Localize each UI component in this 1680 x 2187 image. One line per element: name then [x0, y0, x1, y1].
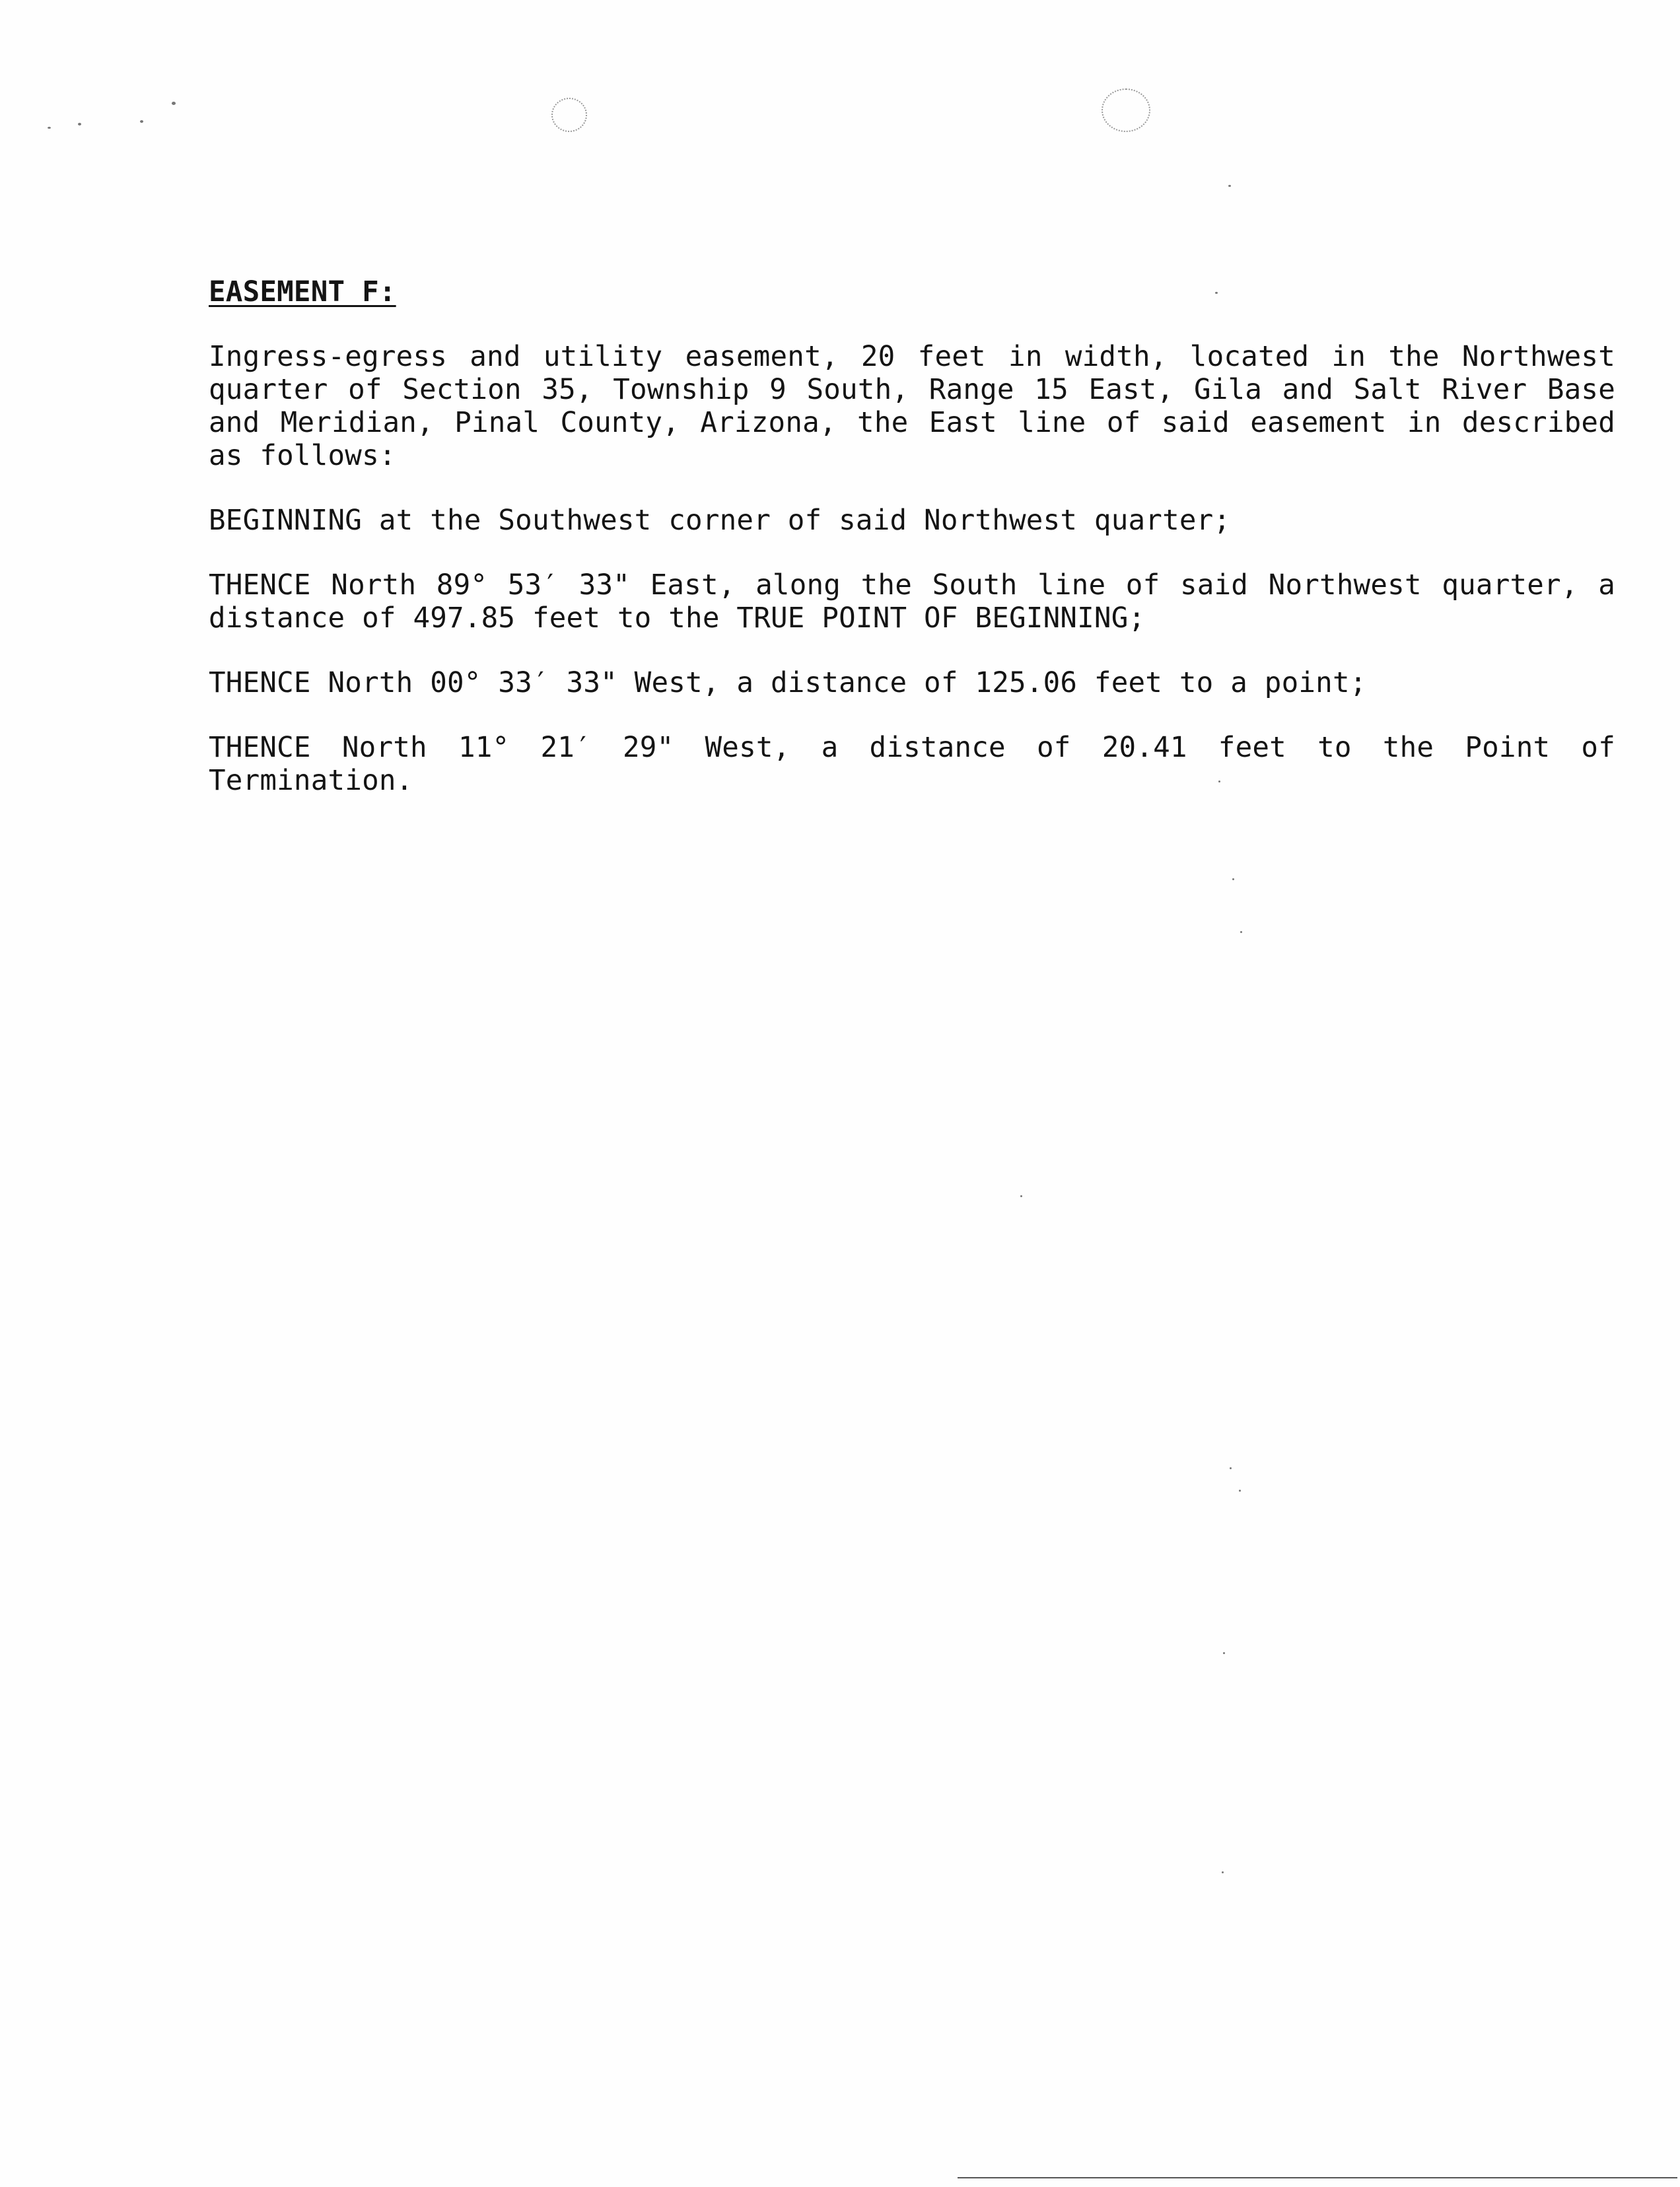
- course-clause: THENCE North 89° 53′ 33" East, along the South line of said Northwest quarter, a distance of 497.85 feet to the TRUE POINT OF BEGINNING;: [209, 569, 1615, 635]
- scan-speck: [1239, 1490, 1241, 1492]
- scan-speck: [1223, 1652, 1225, 1654]
- course-clause: THENCE North 00° 33′ 33" West, a distance of 125.06 feet to a point;: [209, 667, 1367, 699]
- scan-speck: [140, 120, 143, 123]
- scan-speck: [1228, 185, 1231, 187]
- scan-speck: [1240, 931, 1242, 933]
- scan-speck: [1232, 878, 1234, 880]
- scan-speck: [48, 127, 51, 129]
- punch-hole-mark: [1102, 88, 1150, 132]
- scan-speck: [1222, 1871, 1224, 1873]
- easement-description-paragraph: Ingress-egress and utility easement, 20 feet in width, located in the Northwest quarter of Section 35, Township 9 South, Range 15 East, Gila and Salt River Base and Meridian, Pinal County, Arizona, the East line of said easement in described as follows:: [209, 341, 1615, 472]
- easement-heading: EASEMENT F:: [209, 276, 396, 308]
- scan-speck: [1230, 1467, 1232, 1469]
- bottom-edge-line: [958, 2177, 1677, 2178]
- termination-clause: THENCE North 11° 21′ 29" West, a distance of 20.41 feet to the Point of Termination.: [209, 732, 1615, 797]
- beginning-clause: BEGINNING at the Southwest corner of said Northwest quarter;: [209, 504, 1231, 537]
- scan-speck: [172, 102, 176, 105]
- document-body: [209, 276, 1615, 829]
- scan-speck: [1020, 1195, 1022, 1197]
- punch-hole-mark: [551, 98, 587, 132]
- scan-speck: [78, 123, 81, 125]
